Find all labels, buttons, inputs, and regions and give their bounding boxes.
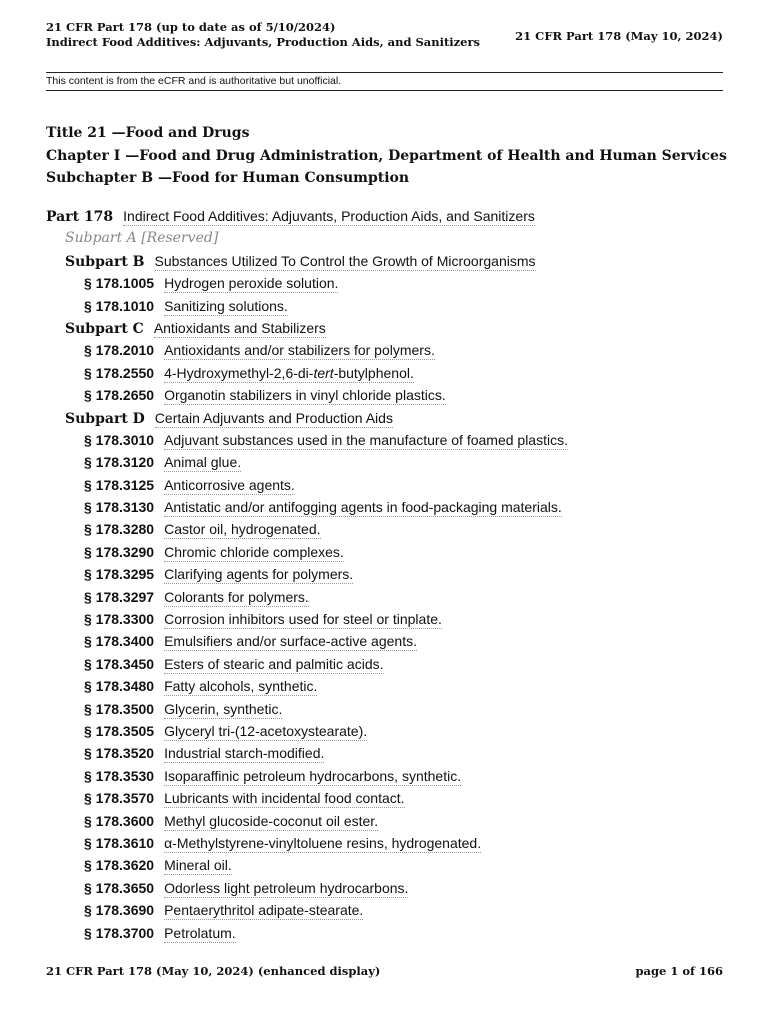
section-title-part: -butylphenol.	[333, 364, 414, 381]
title-heading: Title 21 —Food and Drugs	[46, 125, 250, 141]
toc-section-row[interactable]	[46, 633, 726, 655]
section-number: § 178.3120	[84, 454, 155, 471]
authority-notice: This content is from the eCFR and is authoritative but unofficial.	[46, 72, 723, 91]
section-number: § 178.3297	[84, 588, 155, 605]
subpart-title-link[interactable]: Substances Utilized To Control the Growth of Microorganisms	[154, 252, 536, 269]
part-number: Part 178	[46, 209, 114, 225]
toc-section-row[interactable]	[46, 902, 726, 924]
section-number: § 178.2550	[84, 364, 155, 381]
section-title-link[interactable]: Methyl glucoside-coconut oil ester.	[164, 812, 379, 829]
section-number: § 178.3610	[84, 834, 155, 851]
toc-section-row[interactable]	[46, 678, 726, 700]
toc-section-row[interactable]	[46, 298, 726, 320]
section-title-link[interactable]: Fatty alcohols, synthetic.	[164, 678, 318, 695]
section-title-link[interactable]: Emulsifiers and/or surface-active agents.	[164, 633, 417, 650]
section-number: § 178.1005	[84, 275, 155, 292]
section-number: § 178.3700	[84, 924, 155, 941]
section-title-link[interactable]: Antioxidants and/or stabilizers for polymers.	[164, 342, 435, 359]
section-title-link[interactable]: Animal glue.	[164, 454, 242, 471]
toc-subpart-a	[46, 230, 726, 252]
toc-section-row[interactable]	[46, 566, 726, 588]
toc-section-row[interactable]	[46, 925, 726, 947]
subpart-number: Subpart B	[65, 253, 145, 270]
section-number: § 178.3125	[84, 476, 155, 493]
header-citation: 21 CFR Part 178 (up to date as of 5/10/2024)	[46, 20, 336, 34]
subpart-title-link[interactable]: Certain Adjuvants and Production Aids	[154, 409, 393, 426]
section-number: § 178.2010	[84, 342, 155, 359]
toc-subpart-d[interactable]	[46, 410, 726, 432]
hierarchy-titles	[46, 122, 727, 190]
section-number: § 178.3480	[84, 678, 155, 695]
section-title-link[interactable]: Pentaerythritol adipate-stearate.	[164, 902, 364, 919]
toc-section-row[interactable]	[46, 499, 726, 521]
section-title-link[interactable]: Glycerin, synthetic.	[164, 700, 283, 717]
toc-section-row[interactable]	[46, 701, 726, 723]
section-title-link[interactable]: Petrolatum.	[164, 924, 236, 941]
toc-section-row[interactable]	[46, 656, 726, 678]
toc-section-row[interactable]	[46, 342, 726, 364]
toc-section-row[interactable]	[46, 813, 726, 835]
toc-subpart-b[interactable]	[46, 253, 726, 275]
toc-section-row[interactable]	[46, 521, 726, 543]
section-number: § 178.3600	[84, 812, 155, 829]
section-title-italic: tert	[313, 364, 334, 381]
section-number: § 178.3620	[84, 857, 155, 874]
section-title-link[interactable]: Anticorrosive agents.	[164, 476, 295, 493]
toc-section-row[interactable]	[46, 745, 726, 767]
section-title-link[interactable]: Glyceryl tri-(12-acetoxystearate).	[164, 722, 368, 739]
section-title-link[interactable]: Castor oil, hydrogenated.	[164, 521, 321, 538]
section-title-link[interactable]: Isoparaffinic petroleum hydrocarbons, synthetic.	[164, 767, 462, 784]
section-number: § 178.3450	[84, 655, 155, 672]
section-title-link[interactable]: Lubricants with incidental food contact.	[164, 790, 405, 807]
section-title-link[interactable]: Esters of stearic and palmitic acids.	[164, 655, 384, 672]
section-title-link[interactable]: Adjuvant substances used in the manufacture of foamed plastics.	[164, 431, 568, 448]
footer-citation: 21 CFR Part 178 (May 10, 2024) (enhanced display)	[46, 964, 381, 978]
toc-section-row[interactable]	[46, 544, 726, 566]
toc-section-row[interactable]	[46, 857, 726, 879]
section-title-link[interactable]: Antistatic and/or antifogging agents in food-packaging materials.	[164, 499, 562, 516]
toc-part-178[interactable]	[46, 208, 726, 230]
section-number: § 178.3280	[84, 521, 155, 538]
subpart-a-reserved: Subpart A [Reserved]	[65, 230, 219, 247]
section-number: § 178.3130	[84, 499, 155, 516]
toc-section-row[interactable]	[46, 387, 726, 409]
header-date: 21 CFR Part 178 (May 10, 2024)	[515, 29, 723, 43]
section-number: § 178.1010	[84, 297, 155, 314]
section-title-link[interactable]: Odorless light petroleum hydrocarbons.	[164, 879, 409, 896]
section-title-link[interactable]: Sanitizing solutions.	[164, 297, 288, 314]
section-title-link[interactable]: Chromic chloride complexes.	[164, 543, 344, 560]
section-number: § 178.3650	[84, 879, 155, 896]
toc-section-row[interactable]	[46, 835, 726, 857]
header-part-title: Indirect Food Additives: Adjuvants, Production Aids, and Sanitizers	[46, 35, 481, 49]
toc-section-row[interactable]	[46, 365, 726, 387]
header-left	[46, 20, 480, 50]
section-number: § 178.3520	[84, 745, 155, 762]
section-title-link[interactable]: Colorants for polymers.	[164, 588, 309, 605]
subpart-title-link[interactable]: Antioxidants and Stabilizers	[153, 319, 326, 336]
section-number: § 178.3570	[84, 790, 155, 807]
section-number: § 178.3505	[84, 722, 155, 739]
section-title-part: 4-Hydroxymethyl-2,6-di-	[164, 364, 314, 381]
subchapter-heading: Subchapter B —Food for Human Consumption	[46, 170, 410, 186]
section-number: § 178.3500	[84, 700, 155, 717]
toc-section-row[interactable]	[46, 723, 726, 745]
toc-section-row[interactable]	[46, 611, 726, 633]
toc-section-row[interactable]	[46, 432, 726, 454]
toc-section-row[interactable]	[46, 589, 726, 611]
toc-section-row[interactable]	[46, 477, 726, 499]
section-title-link[interactable]	[164, 365, 414, 383]
page-header	[46, 20, 723, 72]
section-number: § 178.3010	[84, 431, 155, 448]
toc-section-row[interactable]	[46, 790, 726, 812]
section-number: § 178.3690	[84, 902, 155, 919]
section-number: § 178.3290	[84, 543, 155, 560]
subpart-number: Subpart D	[65, 410, 145, 427]
toc-section-row[interactable]	[46, 275, 726, 297]
section-number: § 178.3530	[84, 767, 155, 784]
section-title-link[interactable]: Mineral oil.	[164, 857, 232, 874]
section-number: § 178.2650	[84, 387, 155, 404]
section-title-link[interactable]: Corrosion inhibitors used for steel or tinplate.	[164, 611, 442, 628]
page-number: page 1 of 166	[635, 964, 723, 978]
section-title-link[interactable]: Hydrogen peroxide solution.	[164, 275, 339, 292]
section-number: § 178.3300	[84, 611, 155, 628]
toc-section-row[interactable]	[46, 880, 726, 902]
section-number: § 178.3400	[84, 633, 155, 650]
table-of-contents	[46, 208, 726, 947]
chapter-heading: Chapter I —Food and Drug Administration, Department of Health and Human Services	[46, 147, 727, 164]
toc-section-row[interactable]	[46, 454, 726, 476]
section-title-link[interactable]: Industrial starch-modified.	[164, 745, 325, 762]
part-title-link[interactable]: Indirect Food Additives: Adjuvants, Production Aids, and Sanitizers	[123, 208, 535, 224]
toc-section-row[interactable]	[46, 768, 726, 790]
section-title-link[interactable]: Organotin stabilizers in vinyl chloride plastics.	[164, 387, 446, 404]
section-number: § 178.3295	[84, 566, 155, 583]
section-title-link[interactable]: Clarifying agents for polymers.	[164, 566, 354, 583]
subpart-number: Subpart C	[65, 320, 144, 337]
toc-subpart-c[interactable]	[46, 320, 726, 342]
section-title-link[interactable]: α-Methylstyrene-vinyltoluene resins, hydrogenated.	[164, 834, 482, 851]
